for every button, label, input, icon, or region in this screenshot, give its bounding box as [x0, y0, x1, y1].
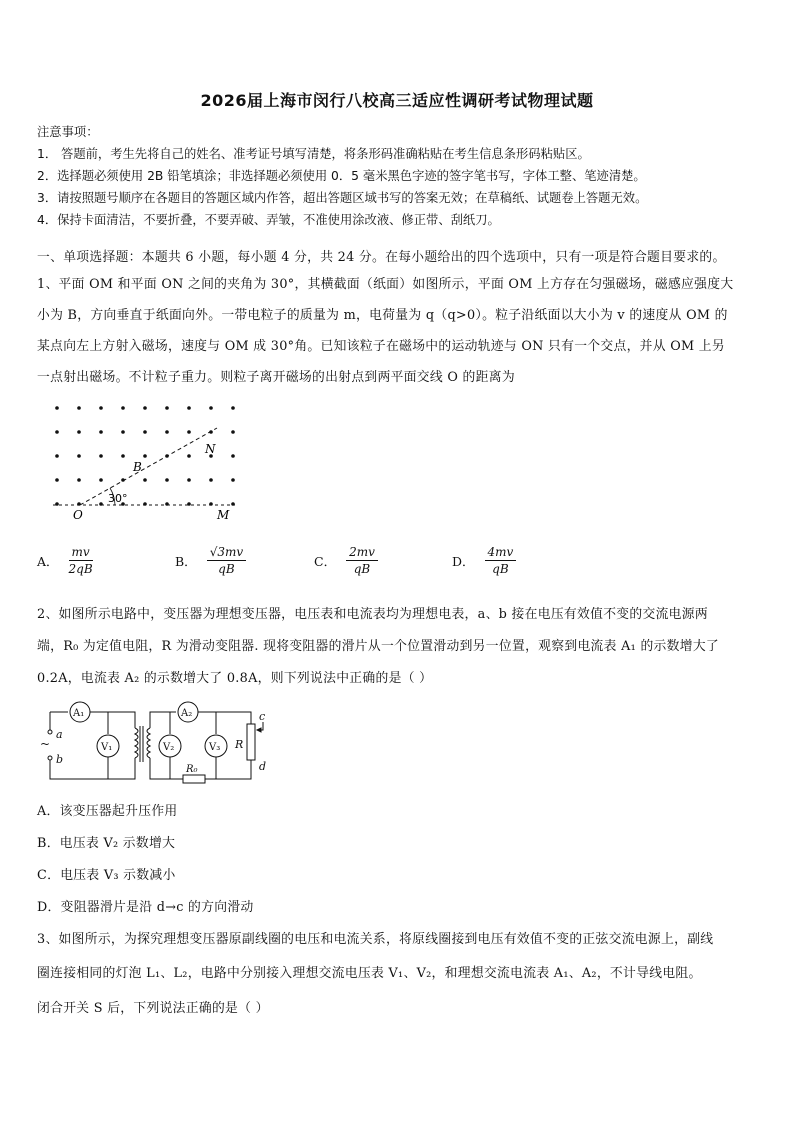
- field-dot: [55, 430, 59, 434]
- angle-label: 30°: [108, 492, 128, 505]
- q3-text-line: 圈连接相同的灯泡 L₁、L₂，电路中分别接入理想交流电压表 V₁、V₂，和理想交流电流表 A₁、A₂，不计导线电阻。: [37, 966, 702, 981]
- field-dot: [231, 454, 235, 458]
- q1-text-line: 小为 B，方向垂直于纸面向外。一带电粒子的质量为 m，电荷量为 q（q>0）。粒子沿纸面以大小为 v 的速度从 OM 的: [37, 308, 728, 323]
- field-dot: [187, 478, 191, 482]
- q1-text-line: 一点射出磁场。不计粒子重力。则粒子离开磁场的出射点到两平面交线 O 的距离为: [37, 370, 515, 385]
- field-dot: [121, 454, 125, 458]
- slider-c-label: c: [259, 710, 266, 723]
- field-dot: [143, 478, 147, 482]
- field-dot: [187, 454, 191, 458]
- voltmeter-v1-label: V₁: [101, 742, 113, 753]
- section-heading: 一、单项选择题：本题共 6 小题，每小题 4 分，共 24 分。在每小题给出的四个选项中，只有一项是符合题目要求的。: [37, 250, 726, 265]
- page-title: 2026届上海市闵行八校高三适应性调研考试物理试题: [200, 91, 594, 110]
- resistor-r0-label: R₀: [186, 764, 198, 775]
- q2-choice-c[interactable]: C．电压表 V₃ 示数减小: [37, 868, 176, 883]
- notice-item: 1． 答题前，考生先将自己的姓名、准考证号填写清楚，将条形码准确粘贴在考生信息条形码粘贴区。: [37, 147, 590, 161]
- q1-choice-c[interactable]: C． $\frac{2mv}{qB}$: [314, 545, 378, 576]
- terminal-b-label: b: [56, 753, 64, 766]
- field-dot: [99, 406, 103, 410]
- field-dot: [231, 406, 235, 410]
- voltmeter-v2-label: V₂: [163, 742, 175, 753]
- q2-text-line: 2、如图所示电路中，变压器为理想变压器，电压表和电流表均为理想电表，a、b 接在电压有效值不变的交流电源两: [37, 607, 708, 622]
- field-dot: [165, 478, 169, 482]
- field-dot: [77, 430, 81, 434]
- q3-text-line: 3、如图所示，为探究理想变压器原副线圈的电压和电流关系，将原线圈接到电压有效值不变的正弦交流电源上，副线: [37, 932, 714, 947]
- q1-magnetic-field-figure: [45, 398, 245, 523]
- voltmeter-v3-label: V₃: [209, 742, 221, 753]
- field-dot: [231, 430, 235, 434]
- notice-item: 3．请按照题号顺序在各题目的答题区域内作答，超出答题区域书写的答案无效；在草稿纸、试题卷上答题无效。: [37, 191, 648, 205]
- ammeter-a2-label: A₂: [181, 708, 193, 719]
- resistor-r-label: R: [235, 738, 244, 751]
- field-dot: [77, 454, 81, 458]
- q2-choice-a[interactable]: A．该变压器起升压作用: [37, 804, 178, 819]
- field-dot: [121, 430, 125, 434]
- field-dot: [143, 454, 147, 458]
- field-dot: [209, 406, 213, 410]
- q2-choice-b[interactable]: B．电压表 V₂ 示数增大: [37, 836, 176, 851]
- field-dot: [99, 430, 103, 434]
- notice-item: 4．保持卡面清洁，不要折叠，不要弄破、弄皱，不准使用涂改液、修正带、刮纸刀。: [37, 213, 500, 227]
- field-dot: [55, 478, 59, 482]
- terminal-a-label: a: [56, 728, 63, 741]
- slider-d-label: d: [259, 760, 267, 773]
- label-O: O: [73, 508, 83, 522]
- q1-choice-d[interactable]: D． $\frac{4mv}{qB}$: [452, 545, 516, 576]
- field-dot: [99, 454, 103, 458]
- q2-text-line: 端，R₀ 为定值电阻，R 为滑动变阻器. 现将变阻器的滑片从一个位置滑动到另一位置，观察到电流表 A₁ 的示数增大了: [37, 639, 720, 654]
- field-dot: [55, 406, 59, 410]
- q3-text-line: 闭合开关 S 后，下列说法正确的是（ ）: [37, 1001, 269, 1016]
- q2-choice-d[interactable]: D．变阻器滑片是沿 d→c 的方向滑动: [37, 900, 254, 915]
- q1-choice-a[interactable]: A． $\frac{mv}{2qB}$: [37, 545, 93, 576]
- field-dot: [99, 478, 103, 482]
- field-dot: [209, 478, 213, 482]
- q2-text-line: 0.2A，电流表 A₂ 的示数增大了 0.8A，则下列说法中正确的是（ ）: [37, 671, 433, 686]
- notice-item: 2．选择题必须使用 2B 铅笔填涂；非选择题必须使用 0．5 毫米黑色字迹的签字笔书写，字体工整、笔迹清楚。: [37, 169, 646, 183]
- field-dot: [143, 406, 147, 410]
- label-M: M: [217, 508, 230, 522]
- q1-text-line: 1、平面 OM 和平面 ON 之间的夹角为 30°，其横截面（纸面）如图所示，平面 OM 上方存在匀强磁场，磁感应强度大: [37, 277, 734, 292]
- field-dot: [231, 478, 235, 482]
- q1-choice-b[interactable]: B． $\frac{√3mv}{qB}$: [175, 545, 246, 576]
- field-dot: [77, 478, 81, 482]
- field-dot: [77, 406, 81, 410]
- field-dot: [187, 406, 191, 410]
- field-dot: [165, 406, 169, 410]
- field-dot: [187, 430, 191, 434]
- q1-text-line: 某点向左上方射入磁场，速度与 OM 成 30°角。已知该粒子在磁场中的运动轨迹与 ON 只有一个交点，并从 OM 上另: [37, 339, 725, 354]
- field-dot: [143, 430, 147, 434]
- label-N: N: [205, 442, 216, 456]
- notice-heading: 注意事项：: [37, 125, 99, 139]
- ammeter-a1-label: A₁: [73, 708, 85, 719]
- field-dot: [121, 406, 125, 410]
- field-dot: [165, 430, 169, 434]
- ac-source-icon: ~: [40, 737, 51, 751]
- field-dot: [55, 454, 59, 458]
- label-B: B: [133, 460, 142, 474]
- q2-circuit-diagram: [38, 700, 278, 785]
